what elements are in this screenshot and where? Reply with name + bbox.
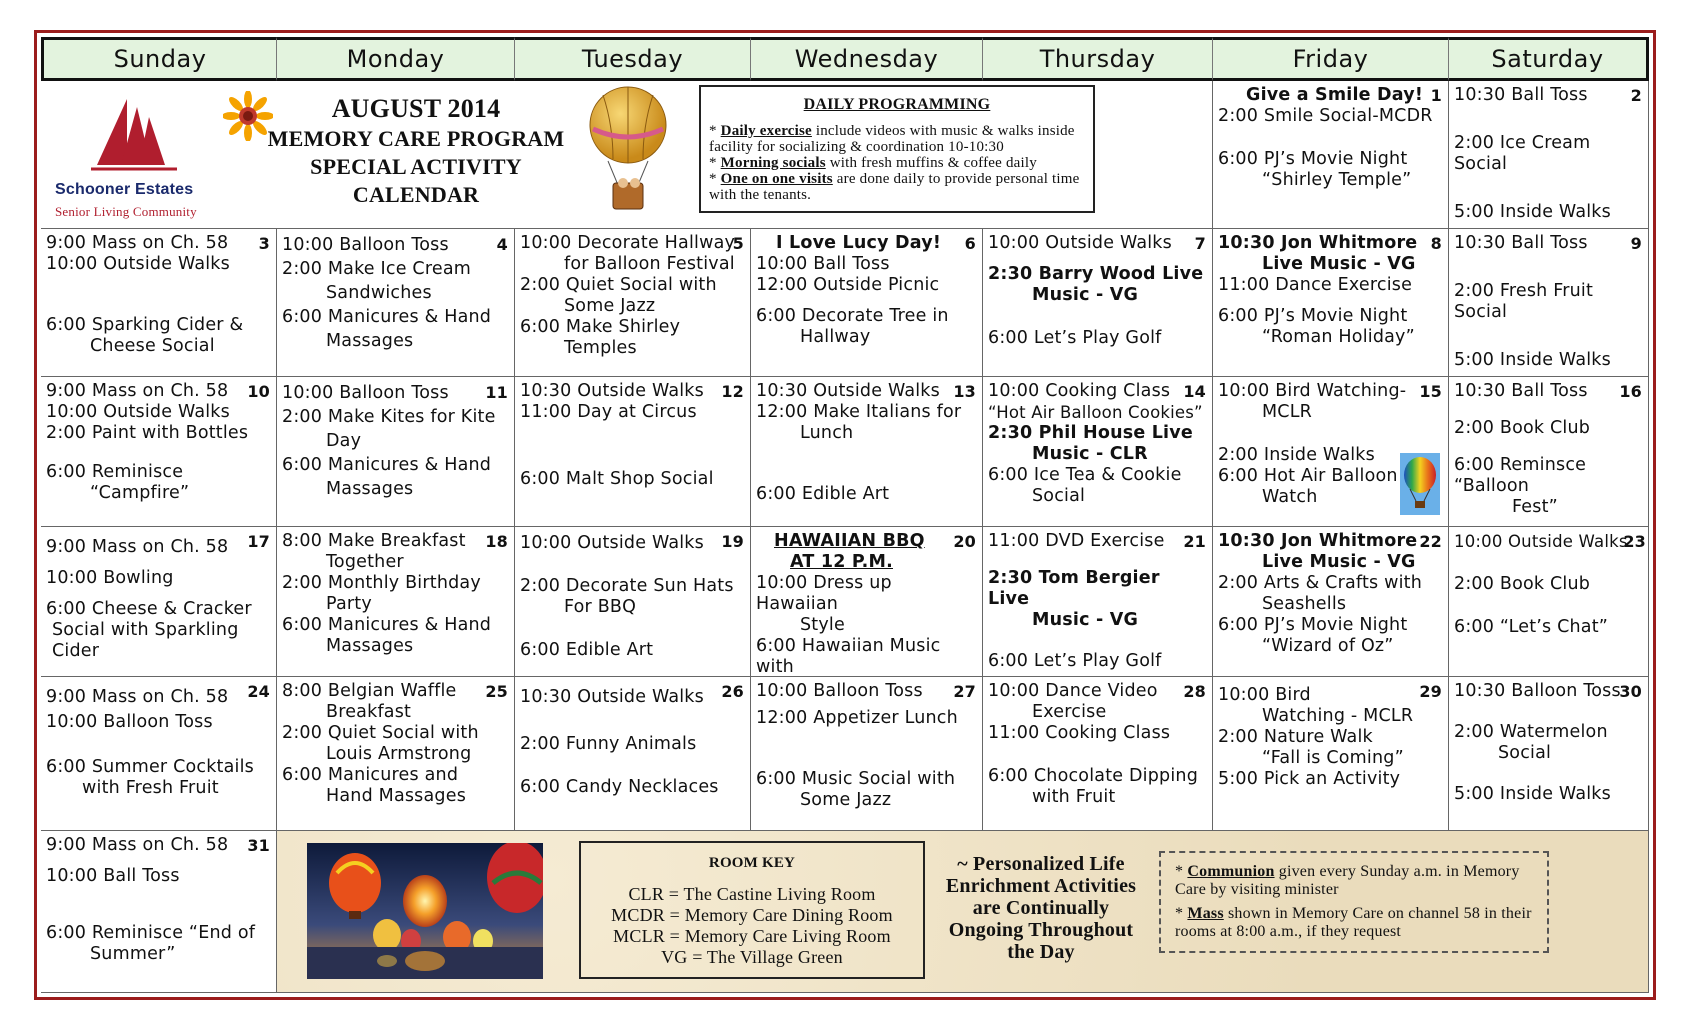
event: 6:00 PJ’s Movie Night	[1218, 615, 1408, 635]
event: 2:00 Quiet Social with	[520, 275, 717, 295]
event: 6:00 Reminsce “Balloon	[1454, 455, 1587, 496]
event: 10:00 Cooking Class	[988, 381, 1171, 401]
day-cell-22	[1213, 527, 1449, 677]
event: Style	[800, 615, 845, 635]
day-cell-9	[1449, 229, 1649, 377]
day-number: 12	[721, 382, 744, 401]
event: 2:00 Quiet Social with	[282, 723, 479, 743]
event: 2:30 Barry Wood Live	[988, 264, 1204, 284]
event: AT 12 P.M.	[790, 552, 893, 572]
event: 10:00 Dress up Hawaiian	[756, 573, 892, 614]
day-number: 29	[1419, 682, 1442, 701]
event: 6:00 Let’s Play Golf	[988, 328, 1162, 348]
event: 10:00 Decorate Hallway	[520, 233, 736, 253]
event: 12:00 Make Italians for	[756, 402, 962, 422]
day-number: 18	[485, 532, 508, 551]
event: 9:00 Mass on Ch. 58	[46, 233, 229, 253]
note-key: Communion	[1187, 863, 1275, 880]
room-key-row: MCLR = Memory Care Living Room	[613, 926, 891, 946]
event: HAWAIIAN BBQ	[774, 531, 925, 551]
day-cell-14	[983, 377, 1213, 527]
event: 9:00 Mass on Ch. 58	[46, 835, 229, 855]
notes-box	[1159, 851, 1549, 953]
day-number: 10	[247, 382, 270, 401]
event: 10:30 Balloon Toss	[1454, 681, 1621, 701]
day-cell-31	[41, 831, 277, 993]
event: 11:00 Cooking Class	[988, 723, 1171, 743]
event: 10:30 Outside Walks	[520, 687, 704, 707]
event: 6:00 “Let’s Chat”	[1454, 617, 1609, 637]
event: Music - CLR	[1032, 444, 1148, 464]
day-header-thursday: Thursday	[983, 37, 1213, 81]
day-number: 13	[953, 382, 976, 401]
event: 2:00 Monthly Birthday	[282, 573, 481, 593]
day-number: 19	[721, 532, 744, 551]
event: Massages	[326, 636, 414, 656]
event: 2:00 Paint with Bottles	[46, 423, 249, 443]
event: “Fall is Coming”	[1262, 748, 1404, 768]
event: with Fruit	[1032, 787, 1116, 807]
day-number: 20	[953, 532, 976, 551]
day-cell-11	[277, 377, 515, 527]
event: 10:00 Balloon Toss	[46, 712, 213, 732]
day-number: 8	[1430, 234, 1442, 253]
note-key: Mass	[1187, 905, 1224, 922]
event: 2:00 Decorate Sun Hats	[520, 576, 734, 596]
event: Lunch	[800, 423, 854, 443]
event: 2:00 Inside Walks	[1218, 445, 1375, 465]
day-cell-23	[1449, 527, 1649, 677]
note-text: given every Sunday a.m. in Memory Care by visiting minister	[1175, 863, 1520, 898]
event: “Campfire”	[90, 483, 190, 503]
day-cell-13	[751, 377, 983, 527]
event: 10:00 Ball Toss	[756, 254, 890, 274]
event: 6:00 Cheese & Cracker	[46, 599, 252, 619]
day-number: 16	[1619, 382, 1642, 401]
day-cell-28	[983, 677, 1213, 831]
event: 10:00 Outside Walks	[46, 402, 230, 422]
event: 10:30 Ball Toss	[1454, 233, 1588, 253]
event: Exercise	[1032, 702, 1107, 722]
logo	[49, 95, 229, 225]
day-number: 6	[964, 234, 976, 253]
day-cell-18	[277, 527, 515, 677]
event: 2:00 Ice Cream Social	[1454, 133, 1591, 174]
event: 8:00 Belgian Waffle	[282, 681, 457, 701]
event: 6:00 Sparking Cider &	[46, 315, 244, 335]
note-item: * Mass shown in Memory Care on channel 58 in their rooms at 8:00 a.m., if they request	[1175, 905, 1532, 940]
day-cell-6	[751, 229, 983, 377]
event: Cheese Social	[90, 336, 215, 356]
event: 2:00 Book Club	[1454, 574, 1591, 594]
hot-air-balloon-icon	[1400, 453, 1440, 515]
event: Live Music - VG	[1262, 552, 1416, 572]
event: 2:00 Funny Animals	[520, 734, 697, 754]
event: “Shirley Temple”	[1262, 170, 1412, 190]
day-cell-26	[515, 677, 751, 831]
event: 10:30 Ball Toss	[1454, 85, 1588, 105]
day-cell-7	[983, 229, 1213, 377]
event: 6:00 PJ’s Movie Night	[1218, 306, 1408, 326]
event: 6:00 Candy Necklaces	[520, 777, 719, 797]
event: 5:00 Pick an Activity	[1218, 769, 1401, 789]
day-number: 2	[1630, 86, 1642, 105]
event: 10:00 Balloon Toss	[282, 235, 449, 255]
footer-panel	[277, 831, 1649, 993]
day-number: 7	[1194, 234, 1206, 253]
daily-item-key: Daily exercise	[720, 123, 812, 139]
event: Cider	[52, 641, 100, 661]
event: 11:00 DVD Exercise	[988, 531, 1165, 551]
event: Give a Smile Day!	[1246, 85, 1424, 105]
event: 6:00 Music Social with	[756, 769, 956, 789]
day-cell-29	[1213, 677, 1449, 831]
event: Some Jazz	[564, 296, 656, 316]
event: 10:30 Ball Toss	[1454, 381, 1588, 401]
event: 2:00 Arts & Crafts with	[1218, 573, 1423, 593]
event: 6:00 Let’s Play Golf	[988, 651, 1162, 671]
day-header-sunday: Sunday	[41, 37, 277, 81]
event: Social with Sparkling	[52, 620, 239, 640]
day-number: 21	[1183, 532, 1206, 551]
enrichment-tagline: ~ Personalized Life Enrichment Activities are Continually Ongoing Throughout the Day	[945, 853, 1137, 963]
event: 10:00 Bird Watching-	[1218, 381, 1407, 401]
event: Summer”	[90, 944, 176, 964]
day-number: 25	[485, 682, 508, 701]
logo-tagline: Senior Living Community	[55, 204, 197, 219]
event: 10:00 Ball Toss	[46, 866, 180, 886]
daily-item: * One on one visits are done daily to provide personal time with the tenants.	[709, 171, 1080, 203]
title-month: AUGUST 2014	[331, 94, 501, 123]
day-header-friday: Friday	[1213, 37, 1449, 81]
event: Massages	[326, 479, 414, 499]
day-cell-2	[1449, 81, 1649, 229]
event: 6:00 Decorate Tree in	[756, 306, 949, 326]
event: Social	[1032, 486, 1086, 506]
event: For BBQ	[564, 597, 637, 617]
day-cell-1	[1213, 81, 1449, 229]
event: 10:00 Bowling	[46, 568, 174, 588]
event: 9:00 Mass on Ch. 58	[46, 381, 229, 401]
room-key-heading: ROOM KEY	[708, 855, 796, 871]
event: 9:00 Mass on Ch. 58	[46, 537, 229, 557]
event: 6:00 Manicures & Hand	[282, 307, 492, 327]
event: Music - VG	[1032, 610, 1139, 630]
title-program: MEMORY CARE PROGRAM	[267, 126, 565, 151]
event: Some Jazz	[800, 790, 892, 810]
event: 2:00 Book Club	[1454, 418, 1591, 438]
event: 9:00 Mass on Ch. 58	[46, 687, 229, 707]
note-text: shown in Memory Care on channel 58 in their rooms at 8:00 a.m., if they request	[1175, 905, 1532, 940]
day-number: 30	[1619, 682, 1642, 701]
event: 10:00 Outside Walks	[1454, 532, 1628, 551]
event: 10:00 Balloon Toss	[756, 681, 923, 701]
event: Massages	[326, 331, 414, 351]
event: 10:30 Outside Walks	[520, 381, 704, 401]
day-number: 24	[247, 682, 270, 701]
room-key-row: MCDR = Memory Care Dining Room	[611, 905, 893, 925]
event: for Balloon Festival	[564, 254, 735, 274]
title-calendar: CALENDAR	[352, 182, 480, 207]
event: 6:00 Ice Tea & Cookie	[988, 465, 1182, 485]
event: 10:00 Balloon Toss	[282, 383, 449, 403]
calendar-frame	[34, 30, 1656, 1000]
event: with Fresh Fruit	[82, 778, 219, 798]
event: 6:00 Edible Art	[756, 484, 890, 504]
event: Watching - MCLR	[1262, 706, 1414, 726]
event: 11:00 Dance Exercise	[1218, 275, 1413, 295]
sailboat-icon	[77, 95, 197, 175]
day-header-wednesday: Wednesday	[751, 37, 983, 81]
day-number: 14	[1183, 382, 1206, 401]
event: 6:00 Manicures & Hand	[282, 615, 492, 635]
event: 6:00 Reminisce	[46, 462, 184, 482]
day-header-tuesday: Tuesday	[515, 37, 751, 81]
day-header-monday: Monday	[277, 37, 515, 81]
day-number: 9	[1630, 234, 1642, 253]
event: 10:00 Outside Walks	[46, 254, 230, 274]
event: Fest”	[1512, 497, 1558, 517]
event: “Hot Air Balloon Cookies”	[988, 403, 1203, 422]
title-banner	[41, 81, 1213, 229]
event: 6:00 Edible Art	[520, 640, 654, 660]
day-number: 4	[496, 235, 508, 254]
day-number: 23	[1623, 532, 1646, 551]
day-number: 27	[953, 682, 976, 701]
room-key-row: CLR = The Castine Living Room	[628, 884, 876, 904]
event: 10:30 Jon Whitmore	[1218, 233, 1418, 253]
day-cell-27	[751, 677, 983, 831]
day-cell-3	[41, 229, 277, 377]
event: 8:00 Make Breakfast	[282, 531, 466, 551]
daily-item-key: Morning socials	[720, 155, 826, 171]
daily-item-text: include videos with music & walks inside facility for socializing & coordination 10-10:30	[709, 123, 1075, 155]
event: 6:00 Manicures & Hand	[282, 455, 492, 475]
event: Temples	[564, 338, 637, 358]
event: 10:00 Outside Walks	[520, 533, 704, 553]
event: 6:00 Manicures and	[282, 765, 459, 785]
event: 10:00 Bird	[1218, 685, 1311, 705]
daily-item-text: with fresh muffins & coffee daily	[825, 155, 1037, 171]
day-number: 31	[247, 836, 270, 855]
event: “Roman Holiday”	[1262, 327, 1415, 347]
day-number: 1	[1430, 86, 1442, 105]
event: Party	[326, 594, 372, 614]
balloon-festival-photo	[307, 843, 543, 979]
event: Day	[326, 431, 362, 451]
day-cell-8	[1213, 229, 1449, 377]
day-cell-24	[41, 677, 277, 831]
day-header-saturday: Saturday	[1449, 37, 1649, 81]
day-cell-10	[41, 377, 277, 527]
event: Together	[326, 552, 404, 572]
room-key-box	[579, 841, 925, 979]
day-cell-25	[277, 677, 515, 831]
event: 6:00 Hot Air Balloon	[1218, 466, 1398, 486]
hot-air-balloon-icon	[583, 85, 673, 225]
event: Louis Armstrong	[326, 744, 472, 764]
event: 2:00 Make Ice Cream	[282, 259, 472, 279]
event: 10:00 Dance Video	[988, 681, 1158, 701]
day-cell-4	[277, 229, 515, 377]
day-number: 5	[732, 234, 744, 253]
event: 6:00 PJ’s Movie Night	[1218, 149, 1408, 169]
event: 5:00 Inside Walks	[1454, 350, 1611, 370]
event: 12:00 Outside Picnic	[756, 275, 940, 295]
title-special: SPECIAL ACTIVITY	[310, 154, 522, 179]
day-cell-30	[1449, 677, 1649, 831]
event: 2:30 Tom Bergier Live	[988, 568, 1160, 609]
room-key-row: VG = The Village Green	[661, 947, 843, 967]
event: 2:00 Nature Walk	[1218, 727, 1373, 747]
day-cell-15	[1213, 377, 1449, 527]
day-cell-5	[515, 229, 751, 377]
event: 6:00 Reminisce “End of	[46, 923, 256, 943]
event: 2:00 Fresh Fruit Social	[1454, 281, 1594, 322]
event: Social	[1498, 743, 1552, 763]
day-number: 28	[1183, 682, 1206, 701]
daily-heading: DAILY PROGRAMMING	[803, 96, 991, 113]
day-cell-12	[515, 377, 751, 527]
daily-programming-box	[699, 85, 1095, 213]
event: Seashells	[1262, 594, 1347, 614]
event: I Love Lucy Day!	[776, 233, 942, 253]
day-number: 26	[721, 682, 744, 701]
event: Watch	[1262, 487, 1318, 507]
day-cell-21	[983, 527, 1213, 677]
day-number: 3	[258, 234, 270, 253]
event: 6:00 Make Shirley	[520, 317, 681, 337]
event: 2:00 Make Kites for Kite	[282, 407, 496, 427]
day-number: 22	[1419, 532, 1442, 551]
event: 6:00 Hawaiian Music with	[756, 636, 941, 677]
event: 11:00 Day at Circus	[520, 402, 697, 422]
event: 2:00 Watermelon	[1454, 722, 1608, 742]
day-cell-20	[751, 527, 983, 677]
event: 10:00 Outside Walks	[988, 233, 1172, 253]
day-number: 15	[1419, 382, 1442, 401]
event: Music - VG	[1032, 285, 1139, 305]
event: 10:30 Outside Walks	[756, 381, 940, 401]
event: 6:00 Chocolate Dipping	[988, 766, 1198, 786]
daily-item: * Morning socials with fresh muffins & coffee daily	[709, 155, 1037, 171]
event: “Wizard of Oz”	[1262, 636, 1394, 656]
daily-item: * Daily exercise include videos with music & walks inside facility for socializing & coordination 10-10:30	[709, 123, 1075, 155]
day-cell-17	[41, 527, 277, 677]
event: 6:00 Summer Cocktails	[46, 757, 254, 777]
event: Hand Massages	[326, 786, 467, 806]
event: 2:00 Smile Social-MCDR	[1218, 106, 1433, 126]
logo-name: Schooner Estates	[55, 181, 194, 198]
event: Sandwiches	[326, 283, 432, 303]
event: Live Music - VG	[1262, 254, 1416, 274]
daily-item-key: One on one visits	[720, 171, 833, 187]
daily-item-text: are done daily to provide personal time with the tenants.	[709, 171, 1080, 203]
event: 12:00 Appetizer Lunch	[756, 708, 958, 728]
calendar-grid	[41, 37, 1649, 993]
day-cell-19	[515, 527, 751, 677]
event: 2:30 Phil House Live	[988, 423, 1193, 443]
note-item: * Communion given every Sunday a.m. in Memory Care by visiting minister	[1175, 863, 1520, 898]
event: 10:30 Jon Whitmore	[1218, 531, 1418, 551]
event: 5:00 Inside Walks	[1454, 202, 1611, 222]
day-cell-16	[1449, 377, 1649, 527]
day-number: 11	[485, 383, 508, 402]
event: 5:00 Inside Walks	[1454, 784, 1611, 804]
event: Breakfast	[326, 702, 412, 722]
day-number: 17	[247, 532, 270, 551]
calendar-title	[261, 93, 571, 209]
event: Hallway	[800, 327, 871, 347]
event: MCLR	[1262, 402, 1313, 422]
event: 6:00 Malt Shop Social	[520, 469, 714, 489]
